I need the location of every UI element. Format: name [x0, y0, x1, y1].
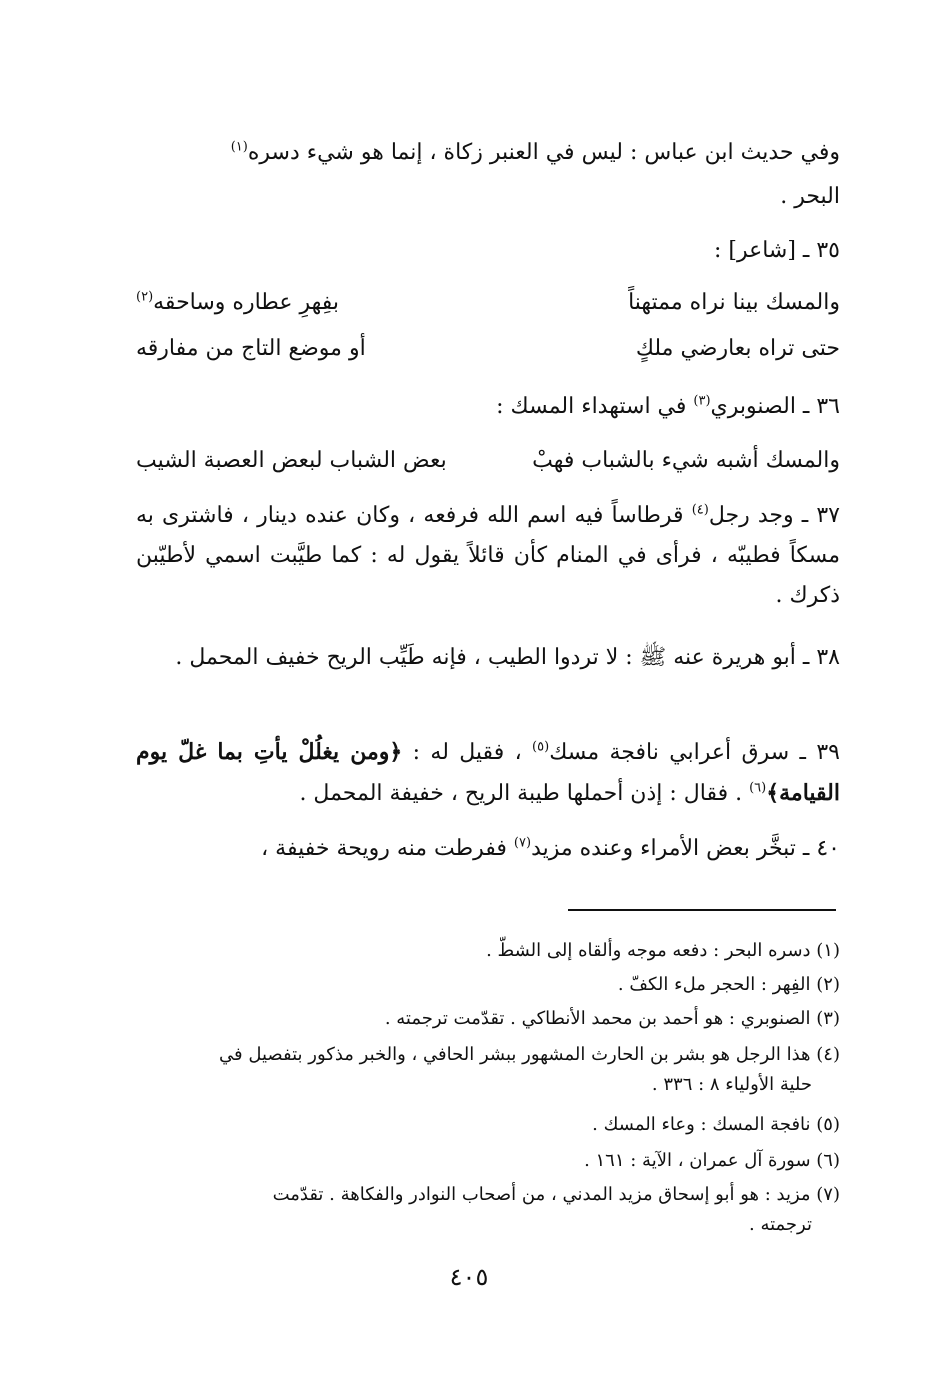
footnote-1	[136, 936, 840, 966]
verse-1-hemistich-2-text: بفِهرِ عطاره وساحقه	[153, 290, 339, 315]
footnote-1-text: دسره البحر : دفعه موجه وألقاه إلى الشطّ .	[486, 940, 817, 961]
entry-36-heading-text: ٣٦ ـ الصنوبري	[710, 394, 840, 419]
entry-40-rest: ففرطت منه رويحة خفيفة ،	[261, 836, 514, 861]
footnote-3-text: الصنوبري : هو أحمد بن محمد الأنطاكي . تقدّمت ترجمته .	[384, 1008, 817, 1029]
footnote-ref-7: (٧)	[513, 835, 532, 851]
entry-39-end: . فقال : إذن أحملها طيبة الريح ، خفيفة المحمل .	[299, 781, 750, 806]
paragraph-1-text: وفي حديث ابن عباس : ليس في العنبر زكاة ، إنما هو شيء دسره	[247, 140, 840, 165]
footnote-4-number: (٤)	[816, 1044, 840, 1065]
footnote-ref-3: (٣)	[693, 393, 711, 409]
footnote-7-text: مزيد : هو أبو إسحاق مزيد المدني ، من أصحاب النوادر والفكاهة . تقدّمت	[272, 1184, 817, 1205]
footnote-7-continuation: ترجمته .	[749, 1214, 812, 1235]
footnote-4	[136, 1040, 840, 1100]
footnote-2	[136, 970, 840, 1000]
entry-38: ٣٨ ـ أبو هريرة عنه ﷺ : لا تردوا الطيب ، فإنه طَيِّب الريح خفيف المحمل .	[175, 645, 840, 670]
verse-2	[136, 336, 840, 376]
verse-2-hemistich-1: حتى تراه بعارضي ملكٍ	[635, 336, 840, 361]
verse-1-hemistich-2	[136, 290, 339, 315]
entry-36-heading	[136, 394, 840, 419]
page-number: ٤٠٥	[449, 1263, 489, 1291]
footnote-3-number: (٣)	[816, 1008, 840, 1029]
entry-37-start: ٣٧ ـ وجد رجل	[708, 503, 840, 528]
footnote-7	[136, 1180, 840, 1240]
footnote-ref-2: (٢)	[136, 289, 154, 305]
footnote-4-text: هذا الرجل هو بشر بن الحارث المشهور ببشر الحافي ، والخبر مذكور بتفصيل في	[219, 1044, 817, 1065]
footnote-5	[136, 1110, 840, 1140]
footnote-separator	[568, 909, 836, 911]
quran-quote: ﴿ومن يغلُلْ يأتِ بما غلّ يوم القيامة﴾	[136, 739, 840, 806]
verse-1	[136, 290, 840, 330]
footnote-3	[136, 1004, 840, 1034]
footnote-1-number: (١)	[816, 940, 840, 961]
footnote-ref-4: (٤)	[691, 502, 709, 518]
footnote-5-text: نافجة المسك : وعاء المسك .	[592, 1114, 817, 1135]
verse-3	[136, 448, 840, 488]
paragraph-1-line-1	[136, 140, 840, 165]
footnote-6-text: سورة آل عمران ، الآية : ١٦١ .	[584, 1150, 817, 1171]
footnote-ref-6: (٦)	[749, 780, 767, 796]
verse-3-hemistich-1: والمسك أشبه شيء بالشباب فهبْ	[532, 448, 840, 473]
entry-40-start: ٤٠ ـ تبخَّر بعض الأمراء وعنده مزيد	[531, 836, 840, 861]
entry-39-middle: ، فقيل له :	[402, 740, 533, 765]
footnote-6-number: (٦)	[816, 1150, 840, 1171]
footnote-5-number: (٥)	[816, 1114, 840, 1135]
footnote-ref-1: (١)	[230, 139, 248, 155]
footnote-7-number: (٧)	[816, 1184, 840, 1205]
footnote-ref-5: (٥)	[532, 739, 550, 755]
entry-39	[136, 732, 840, 814]
entry-37	[136, 496, 840, 616]
footnote-2-number: (٢)	[816, 974, 840, 995]
footnote-2-text: الفِهر : الحجر ملء الكفّ .	[617, 974, 817, 995]
entry-37-rest: قرطاساً فيه اسم الله فرفعه ، وكان عنده دينار ، فاشترى به مسكاً فطيبّه ، فرأى في المنام كأن قائلاً يقول له : كما طيَّبت اسمي لأطيّبن ذكرك .	[136, 503, 840, 608]
entry-39-start: ٣٩ ـ سرق أعرابي نافجة مسك	[549, 740, 840, 765]
paragraph-1-line-2: البحر .	[780, 184, 840, 209]
verse-3-hemistich-2: بعض الشباب لبعض العصبة الشيب	[136, 448, 447, 473]
entry-35-heading: ٣٥ ـ [شاعر] :	[713, 238, 840, 263]
entry-40	[136, 836, 840, 861]
footnote-6	[136, 1146, 840, 1176]
verse-2-hemistich-2: أو موضع التاج من مفارقه	[136, 336, 366, 361]
entry-36-heading-tail: في استهداء المسك :	[496, 394, 694, 419]
footnote-4-continuation: حلية الأولياء ٨ : ٣٣٦ .	[651, 1074, 812, 1095]
verse-1-hemistich-1: والمسك بينا نراه ممتهناً	[628, 290, 840, 315]
